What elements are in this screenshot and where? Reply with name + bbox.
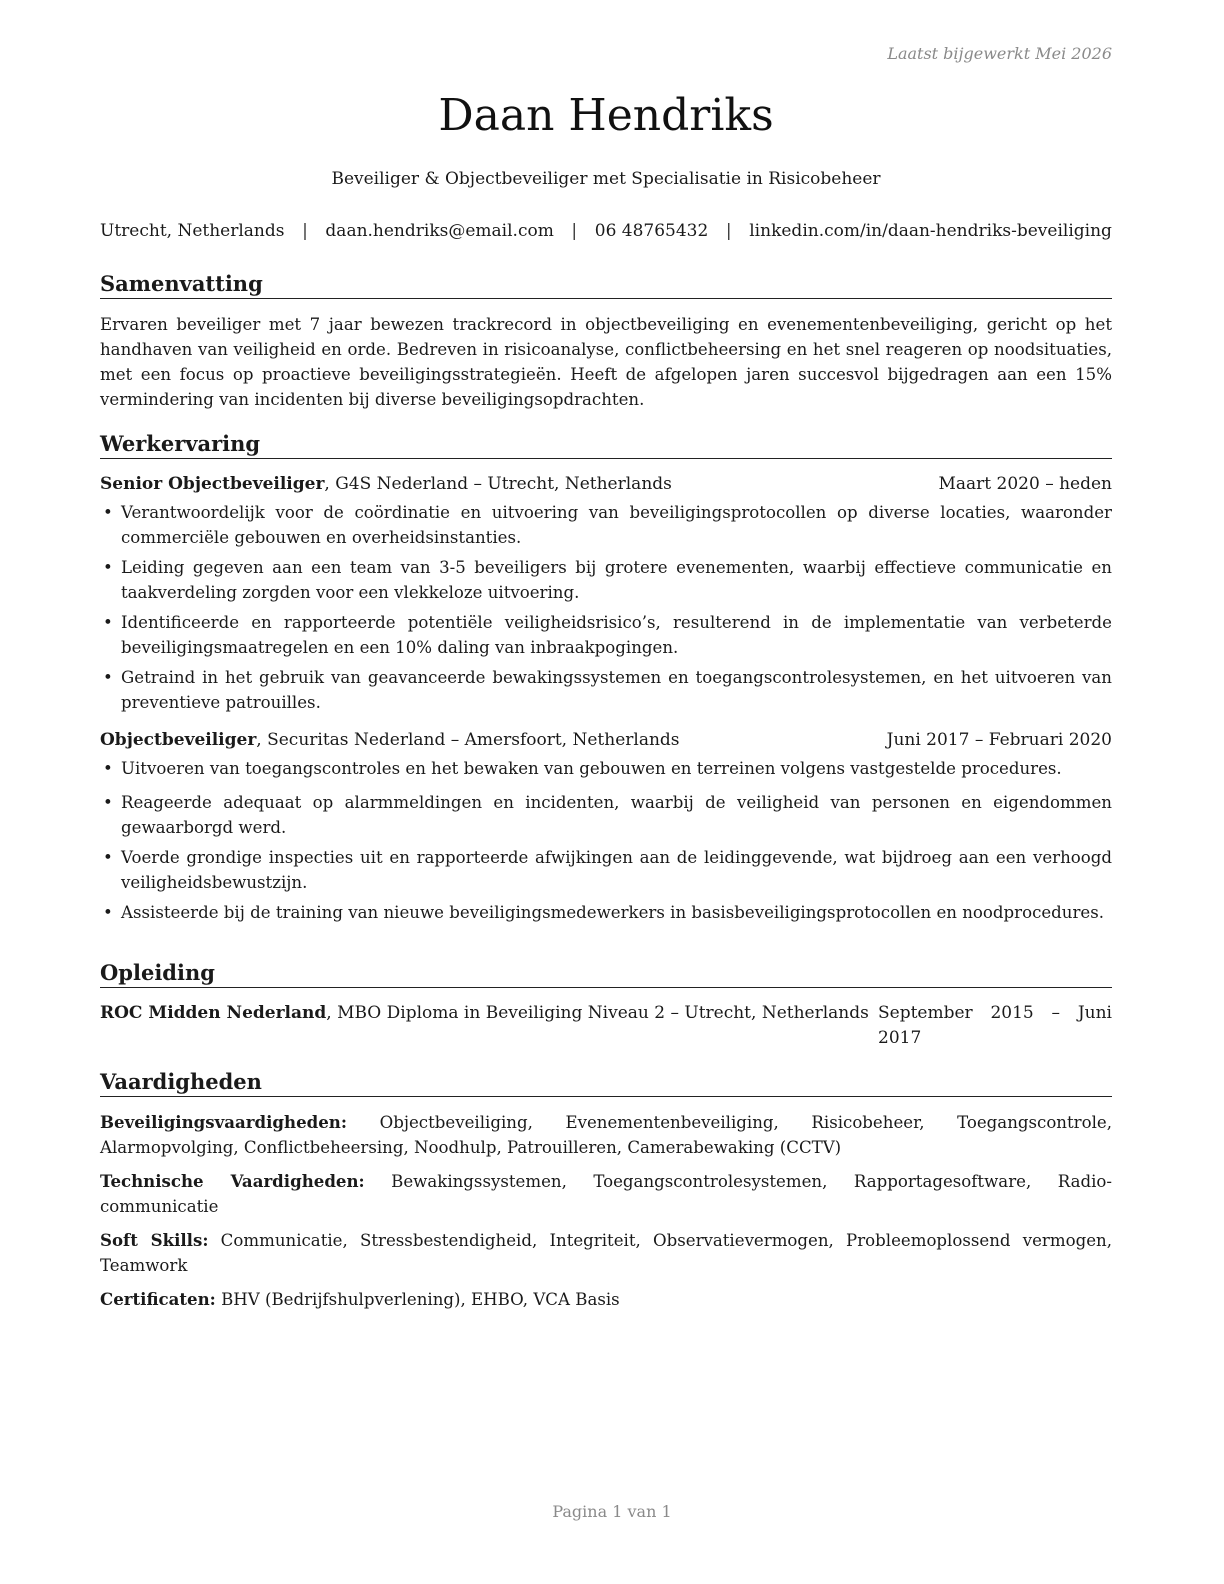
job-title: Senior Objectbeveiliger: [100, 474, 325, 494]
experience-section: [100, 431, 1112, 930]
job-header: [100, 728, 1112, 753]
education-entry: [100, 1001, 1112, 1051]
job-bullet: • Uitvoeren van toegangscontroles en het bewaken van gebouwen en terreinen volgens vastgestelde procedures.: [100, 756, 1112, 781]
job-bullets: [100, 756, 1112, 925]
job-bullet: • Reageerde adequaat op alarmmeldingen en incidenten, waarbij de veiligheid van personen en eigendommen gewaarborgd werd.: [100, 790, 1112, 840]
job-bullet: • Assisteerde bij de training van nieuwe beveiligingsmedewerkers in basisbeveiligingsprotocollen en noodprocedures.: [100, 900, 1112, 925]
skill-group: [100, 1287, 1112, 1312]
contact-phone: 06 48765432: [594, 221, 709, 241]
job-entry: [100, 728, 1112, 925]
job-dates: Juni 2017 – Februari 2020: [886, 730, 1112, 750]
job-company: , G4S Nederland – Utrecht, Netherlands: [324, 474, 672, 494]
job-role-line: [100, 728, 680, 753]
contact-location: Utrecht, Netherlands: [100, 221, 285, 241]
skills-heading: Vaardigheden: [100, 1069, 1112, 1097]
skill-group-items: Communicatie, Stressbestendigheid, Integriteit, Observatievermogen, Probleemoplossend vermogen, Teamwork: [100, 1231, 1112, 1275]
skill-group-items: Objectbeveiliging, Evenementenbeveiliging, Risicobeheer, Toegangscontrole, Alarmopvolging, Conflictbeheersing, Noodhulp, Patrouilleren, Camerabewaking (CCTV): [100, 1113, 1112, 1157]
job-entry: [100, 472, 1112, 715]
job-bullet: • Getraind in het gebruik van geavanceerde bewakingssystemen en toegangscontrolesystemen, en het uitvoeren van preventieve patrouilles.: [100, 665, 1112, 715]
job-bullet: • Voerde grondige inspecties uit en rapporteerde afwijkingen aan de leidinggevende, wat bijdroeg aan een verhoogd veiligheidsbewustzijn.: [100, 845, 1112, 895]
skill-group: [100, 1228, 1112, 1278]
contact-linkedin[interactable]: linkedin.com/in/daan-hendriks-beveiliging: [749, 221, 1112, 241]
summary-heading: Samenvatting: [100, 271, 1112, 299]
skill-group: [100, 1110, 1112, 1160]
job-title: Objectbeveiliger: [100, 730, 257, 750]
skill-group-label: Technische Vaardigheden:: [100, 1171, 365, 1191]
summary-text: Ervaren beveiliger met 7 jaar bewezen trackrecord in objectbeveiliging en evenementenbeveiliging, gericht op het handhaven van veiligheid en orde. Bedreven in risicoanalyse, conflictbeheersing en het snel reageren op noodsituaties, met een focus op proactieve beveiligingsstrategieën. Heeft de afgelopen jaren succesvol bijgedragen aan een 15% vermindering van incidenten bij diverse beveiligingsopdrachten.: [100, 315, 1112, 409]
contact-separator: |: [571, 221, 578, 241]
contact-separator: |: [725, 221, 732, 241]
education-school: ROC Midden Nederland: [100, 1003, 327, 1023]
education-dates: September 2015 – Juni 2017: [878, 1003, 1112, 1048]
education-heading: Opleiding: [100, 960, 1112, 988]
job-role-line: [100, 472, 672, 497]
contact-separator: |: [302, 221, 308, 241]
skills-section: [100, 1069, 1112, 1321]
job-header: [100, 472, 1112, 497]
job-bullets: [100, 500, 1112, 715]
job-bullet: • Verantwoordelijk voor de coördinatie en uitvoering van beveiligingsprotocollen op diverse locaties, waaronder commerciële gebouwen en overheidsinstanties.: [100, 500, 1112, 550]
job-bullet: • Leiding gegeven aan een team van 3-5 beveiligers bij grotere evenementen, waarbij effectieve communicatie en taakverdeling zorgden voor een vlekkeloze uitvoering.: [100, 555, 1112, 605]
page-number: Pagina 1 van 1: [552, 1502, 672, 1521]
candidate-tagline: Beveiliger & Objectbeveiliger met Specialisatie in Risicobeheer: [331, 169, 881, 189]
contact-line: [100, 220, 1112, 242]
skill-group-items: BHV (Bedrijfshulpverlening), EHBO, VCA Basis: [215, 1290, 620, 1309]
contact-email[interactable]: daan.hendriks@email.com: [325, 221, 554, 241]
candidate-name: Daan Hendriks: [438, 90, 774, 141]
skill-group-items: Bewakingssystemen, Toegangscontrolesystemen, Rapportagesoftware, Radio-communicatie: [100, 1172, 1112, 1216]
education-section: [100, 960, 1112, 1051]
skill-group-label: Soft Skills:: [100, 1230, 209, 1250]
summary-section: [100, 271, 1112, 412]
education-details: , MBO Diploma in Beveiliging Niveau 2 – Utrecht, Netherlands: [326, 1003, 869, 1023]
skills-list: [100, 1110, 1112, 1312]
skill-group-label: Beveiligingsvaardigheden:: [100, 1112, 347, 1132]
skill-group: [100, 1169, 1112, 1219]
job-bullet: • Identificeerde en rapporteerde potentiële veiligheidsrisico’s, resulterend in de implementatie van verbeterde beveiligingsmaatregelen en een 10% daling van inbraakpogingen.: [100, 610, 1112, 660]
job-dates: Maart 2020 – heden: [938, 474, 1112, 494]
skill-group-label: Certificaten:: [100, 1289, 216, 1309]
experience-heading: Werkervaring: [100, 431, 1112, 459]
last-updated-note: Laatst bijgewerkt Mei 2026: [887, 44, 1112, 63]
job-company: , Securitas Nederland – Amersfoort, Netherlands: [256, 730, 680, 750]
education-line: [100, 1001, 869, 1051]
